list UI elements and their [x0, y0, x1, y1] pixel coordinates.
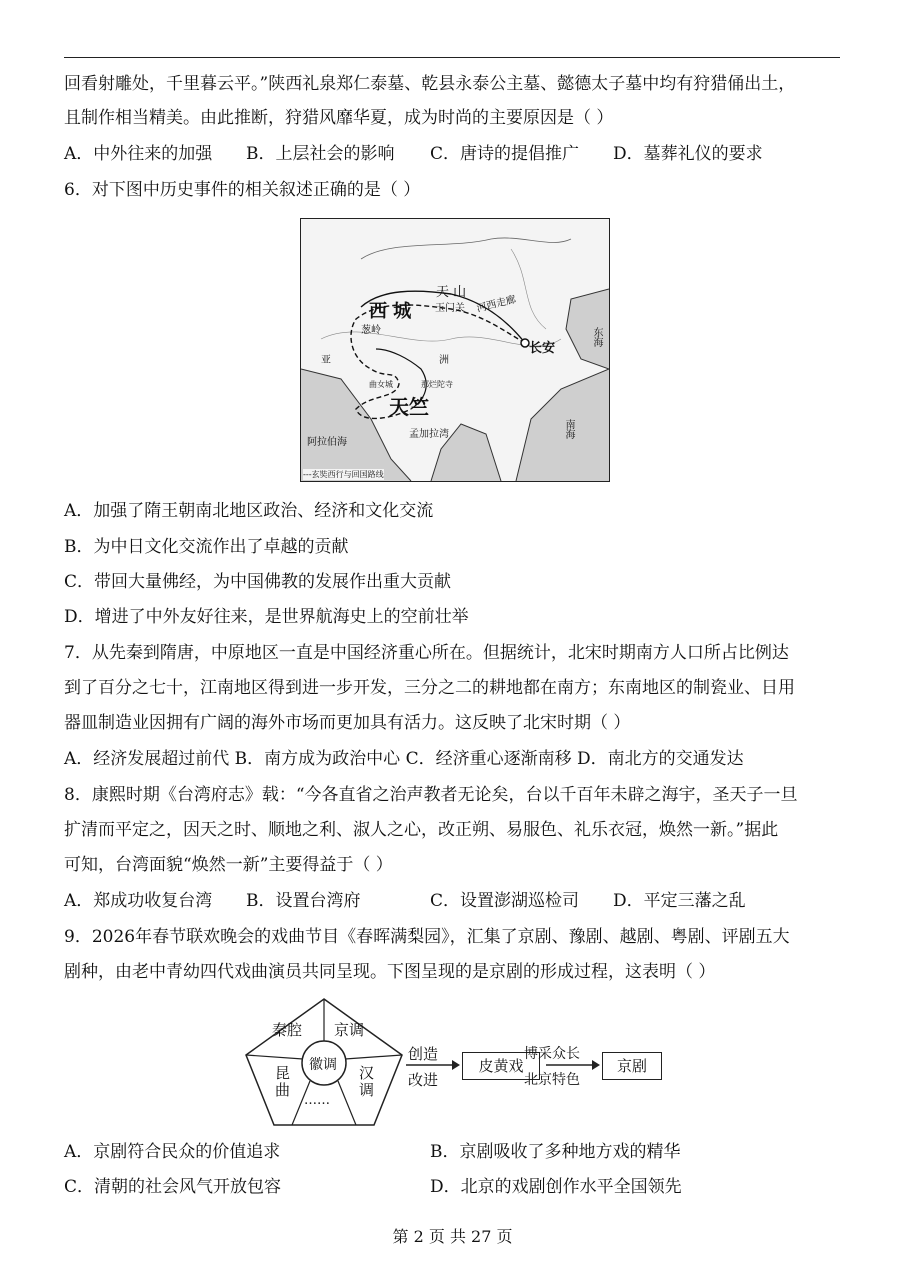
q8-line3: 可知，台湾面貌“焕然一新”主要得益于（ ）	[64, 855, 393, 875]
label-arrow1-bottom: 改进	[408, 1071, 439, 1089]
q9-option-b: B．京剧吸收了多种地方戏的精华	[430, 1142, 681, 1162]
q5-line2: 且制作相当精美。由此推断，狩猎风靡华夏，成为时尚的主要原因是（ ）	[64, 108, 614, 128]
label-tianshan: 天 山	[436, 285, 467, 300]
peking-opera-formation-diagram	[244, 997, 664, 1127]
label-arrow1-top: 创造	[408, 1045, 439, 1063]
q6-option-c: C．带回大量佛经，为中国佛教的发展作出重大贡献	[64, 572, 452, 592]
changan-marker	[521, 339, 529, 347]
q9-line1: 9．2026年春节联欢晚会的戏曲节目《春晖满梨园》，汇集了京剧、豫剧、越剧、粤剧、评剧五大	[64, 927, 790, 947]
q8-line1: 8．康熙时期《台湾府志》载：“今各直省之治声教者无论矣，台以千百年未辟之海宇，圣天子一旦	[64, 785, 798, 805]
label-arrow2-bottom: 北京特色	[524, 1072, 580, 1088]
q9-option-d: D．北京的戏剧创作水平全国领先	[430, 1177, 682, 1197]
q7-options: A．经济发展超过前代 B．南方成为政治中心 C．经济重心逐渐南移 D．南北方的交通发达	[64, 749, 744, 769]
q9-option-c: C．清朝的社会风气开放包容	[64, 1177, 282, 1197]
q6-option-b: B．为中日文化交流作出了卓越的贡献	[64, 537, 349, 557]
label-xiyu: 西 城	[369, 301, 412, 322]
label-tianzhu: 天竺	[389, 395, 429, 419]
page-footer: 第 2 页 共 27 页	[392, 1227, 513, 1246]
q7-line1: 7．从先秦到隋唐，中原地区一直是中国经济重心所在。但据统计，北宋时期南方人口所占比例达	[64, 643, 789, 663]
box-pihuangxi: 皮黄戏	[462, 1052, 540, 1080]
q9-option-a: A．京剧符合民众的价值追求	[64, 1142, 281, 1162]
label-handiao: 汉调	[357, 1065, 375, 1099]
q9-line2: 剧种，由老中青幼四代戏曲演员共同呈现。下图呈现的是京剧的形成过程，这表明（ ）	[64, 962, 716, 982]
q8-line2: 扩清而平定之，因天之时、顺地之利、淑人之心，改正朔、易服色、礼乐衣冠，焕然一新。”据此	[64, 820, 779, 840]
label-jingdiao: 京调	[334, 1021, 365, 1039]
q7-line3: 器皿制造业因拥有广阔的海外市场而更加具有活力。这反映了北宋时期（ ）	[64, 713, 631, 733]
label-alabo: 阿拉伯海	[307, 437, 347, 448]
label-yumenguan: 玉门关	[435, 303, 465, 314]
xuanzang-route-map	[300, 218, 610, 482]
label-ya: 亚	[321, 355, 331, 366]
q5-option-d: D．墓葬礼仪的要求	[613, 144, 763, 164]
label-donghai: 东海	[591, 327, 602, 347]
header-rule	[64, 57, 840, 58]
q5-option-b: B．上层社会的影响	[246, 144, 395, 164]
label-dots: ……	[304, 1093, 330, 1108]
q8-option-d: D．平定三藩之乱	[613, 891, 746, 911]
map-legend: ---玄奘西行与回国路线	[303, 470, 384, 479]
q7-line2: 到了百分之七十，江南地区得到进一步开发，三分之二的耕地都在南方；东南地区的制瓷业、日用	[64, 678, 795, 698]
q8-option-b: B．设置台湾府	[246, 891, 361, 911]
label-zhou: 洲	[439, 355, 449, 366]
label-hexi: 河西走廊	[475, 294, 518, 315]
q8-option-c: C．设置澎湖巡检司	[430, 891, 580, 911]
arabian-sea-shape	[301, 369, 411, 481]
q5-line1: 回看射雕处，千里暮云平。”陕西礼泉郑仁泰墓、乾县永泰公主墓、懿德太子墓中均有狩猎俑出土，	[64, 74, 796, 94]
label-congling: 葱岭	[361, 325, 381, 336]
label-arrow2-top: 博采众长	[524, 1046, 580, 1062]
q6-stem: 6．对下图中历史事件的相关叙述正确的是（ ）	[64, 180, 421, 200]
q5-option-a: A．中外往来的加强	[64, 144, 213, 164]
q6-option-d: D．增进了中外友好往来，是世界航海史上的空前壮举	[64, 607, 469, 627]
label-mengjiala: 孟加拉湾	[409, 429, 449, 440]
label-nanhai: 南海	[563, 419, 574, 439]
label-qinqiang: 秦腔	[272, 1021, 303, 1039]
label-changan: 长安	[529, 341, 556, 356]
q6-option-a: A．加强了隋王朝南北地区政治、经济和文化交流	[64, 501, 434, 521]
label-kunqu: 昆曲	[273, 1065, 291, 1099]
box-jingju: 京剧	[602, 1052, 662, 1080]
label-huidiao: 徽调	[309, 1057, 337, 1073]
q8-option-a: A．郑成功收复台湾	[64, 891, 213, 911]
map-graphic	[301, 219, 609, 481]
label-quzhu: 曲女城	[369, 380, 393, 389]
q5-option-c: C．唐诗的提倡推广	[430, 144, 580, 164]
label-nalanda: 那烂陀寺	[421, 380, 453, 389]
